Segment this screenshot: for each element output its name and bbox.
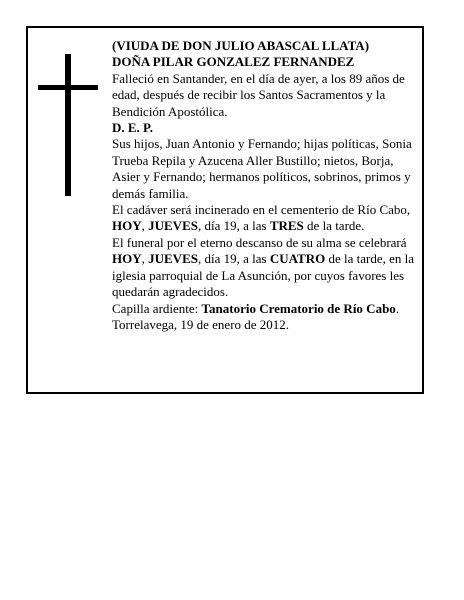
wake-label: Capilla ardiente: [112,300,202,316]
cremation-text-3: de la tarde. [303,218,365,234]
funeral-separator: , [141,251,149,267]
funeral-notice [112,235,420,301]
rip-text: D. E. P. [112,120,154,136]
death-notice: Falleció en Santander, en el día de ayer, a los 89 años de edad, después de recibir los Santos Sacramentos y la Bendición Apostólica. [112,70,405,119]
family-notice: Sus hijos, Juan Antonio y Fernando; hijas políticas, Sonia Trueba Repila y Azucena Aller Bustillo; nietos, Borja, Asier y Fernando; hermanos políticos, sobrinos, primos y demás familia. [112,136,412,201]
cremation-text-2: , día 19, a las [197,218,270,234]
funeral-today: HOY [112,251,142,267]
cremation-separator: , [141,218,149,234]
funeral-text-2: , día 19, a las [197,251,270,267]
cremation-hour: TRES [269,218,304,234]
cross-icon [38,54,98,196]
funeral-text-1: El funeral por el eterno descanso de su alma se celebrará [112,234,407,250]
cremation-notice [112,202,420,235]
place-date: Torrelavega, 19 de enero de 2012. [112,316,290,332]
cross-horizontal-bar [38,85,98,90]
widow-of-line [112,38,420,54]
wake-notice [112,301,420,317]
cremation-day: JUEVES [148,218,198,234]
wake-end: . [395,300,400,316]
deceased-name-line [112,54,420,70]
obituary-text [112,38,420,333]
funeral-hour: CUATRO [269,251,326,267]
rip-line [112,120,420,136]
cremation-today: HOY [112,218,142,234]
widow-of-text: (VIUDA DE DON JULIO ABASCAL LLATA) [112,38,370,53]
deceased-name: DOÑA PILAR GONZALEZ FERNANDEZ [112,54,355,70]
cremation-text-1: El cadáver será incinerado en el cementerio de Río Cabo, [112,202,411,218]
funeral-day: JUEVES [148,251,198,267]
cross-vertical-bar [65,54,71,196]
wake-place: Tanatorio Crematorio de Río Cabo [201,300,396,316]
funeral-text-3: de la tarde, en la iglesia parroquial de La Asunción, por cuyos favores les quedarán agradecidos. [112,251,414,300]
